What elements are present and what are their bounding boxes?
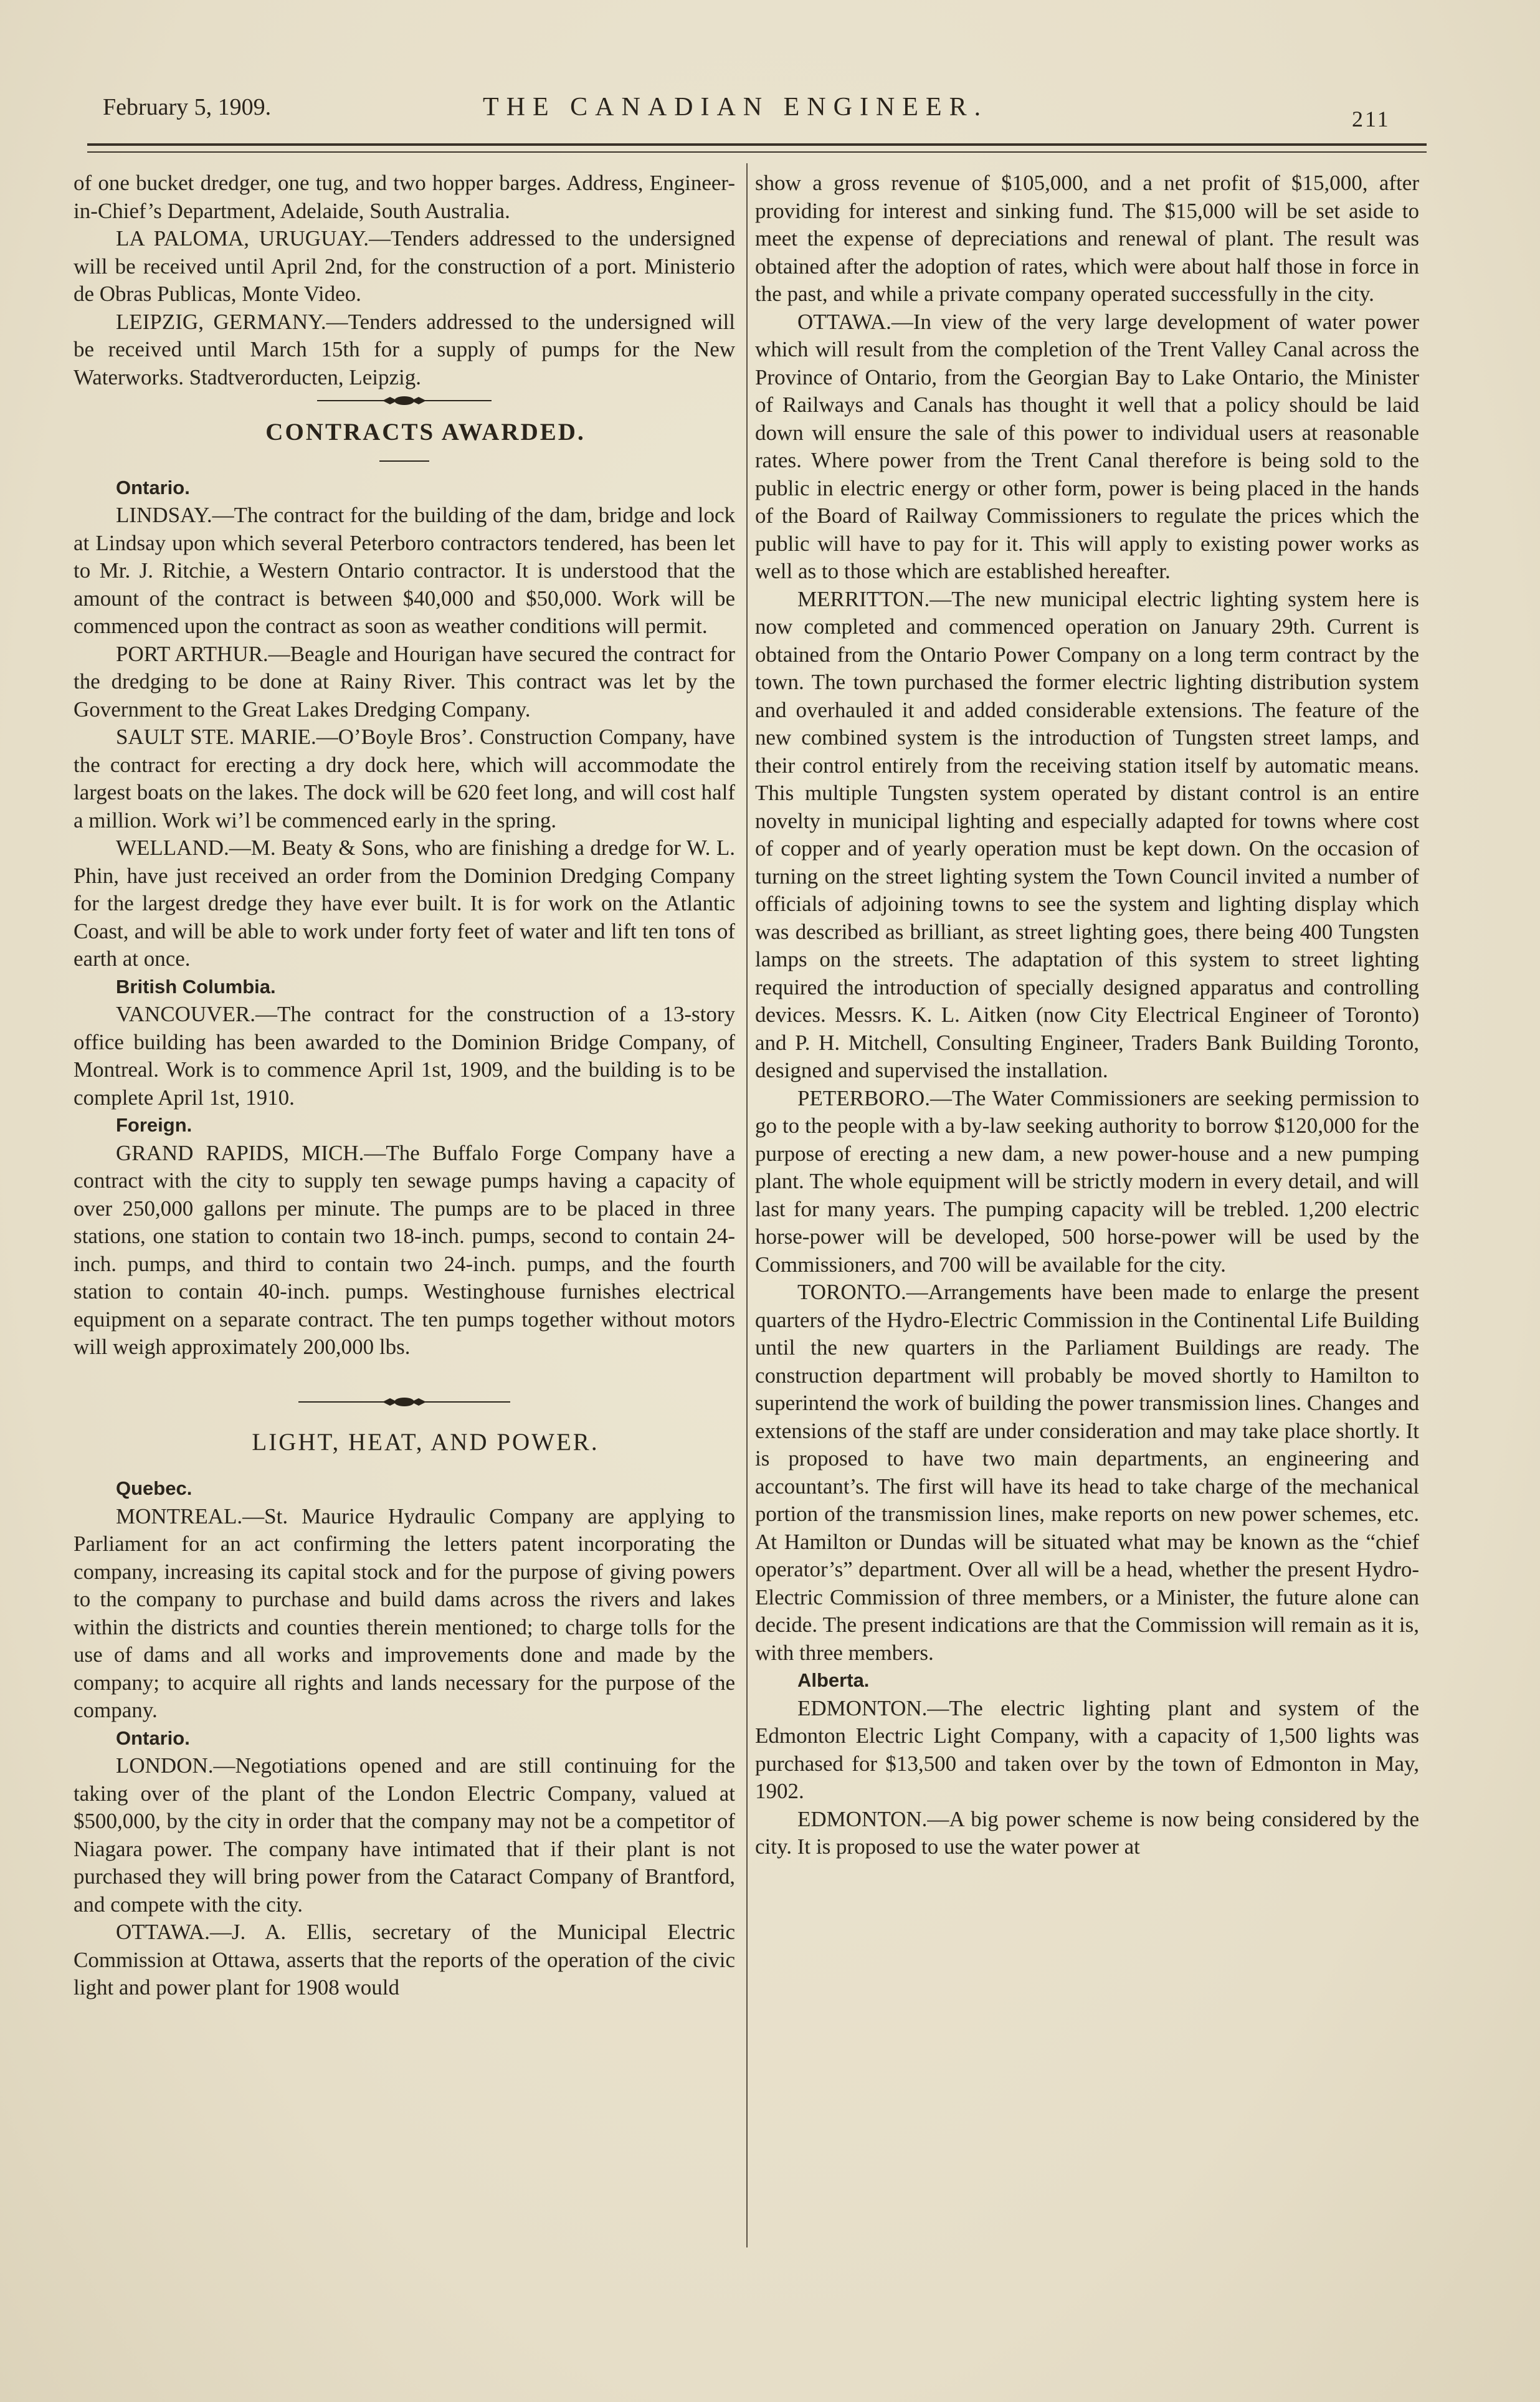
article-ottawa-2: OTTAWA.—In view of the very large development of water power which will result from the completion of the Trent Valley Canal across the Province of Ontario, from the Georgian Bay to Lake Ontario, the Minister of Railways and Canals has thought it well that a policy should be laid down will ensure the sale of this power to individual users at reasonable rates. Where power from the Trent Canal therefore is being sold to the public in electric energy or other form, power is being placed in the hands of the Board of Railway Commissioners to regulate the prices which the public will have to pay for it. This will apply to existing power works as well as to those which are established hereafter. [755, 309, 1419, 583]
article-la-paloma: LA PALOMA, URUGUAY.—Tenders addressed to the undersigned will be received until April 2nd, for the construction of a port. Ministerio de Obras Publicas, Monte Video. [74, 226, 735, 306]
article-leipzig: LEIPZIG, GERMANY.—Tenders addressed to the undersigned will be received until March 15th for a supply of pumps for the New Waterworks. Stadtverorducten, Leipzig. [74, 309, 735, 389]
article-merritton: MERRITTON.—The new municipal electric lighting system here is now completed and commenced operation on January 29th. Current is obtained from the Ontario Power Company on a long term contract by the town. The town purchased the former electric lighting distribution system and overhauled it and added considerable extensions. The feature of the new combined system is the introduction of Tungsten street lamps, and their control entirely from the receiving station itself by automatic means. This multiple Tungsten system operated by distant control is an entire novelty in municipal lighting and especially adapted for towns where cost of copper and of yearly operation must be kept down. On the occasion of turning on the street lighting system the Town Council invited a number of officials of adjoining towns to see the system and lighting display which was described as brilliant, as street lighting goes, there being 400 Tungsten lamps on the streets. The adaptation of this system to street lighting required the introduction of specially designed apparatus and controlling devices. Messrs. K. L. Aitken (now City Electrical Engineer of Toronto) and P. H. Mitchell, Consulting Engineer, Traders Bank Building Toronto, designed and supervised the installation. [755, 586, 1419, 1082]
article-ottawa-1: OTTAWA.—J. A. Ellis, secretary of the Municipal Electric Commission at Ottawa, asserts that the reports of the operation of the civic light and power plant for 1908 would [74, 1920, 735, 1999]
header-date: February 5, 1909. [103, 94, 272, 120]
province-heading-quebec: Quebec. [116, 1477, 192, 1499]
right-column [755, 169, 1419, 1861]
header-title: THE CANADIAN ENGINEER. [483, 93, 989, 122]
article-sault-ste-marie: SAULT STE. MARIE.—O’Boyle Bros’. Construction Company, have the contract for erecting a dry dock here, which will accommodate the largest boats on the lakes. The dock will be 620 feet long, and will cost half a million. Work wi’l be commenced early in the spring. [74, 725, 735, 832]
article-edmonton-2: EDMONTON.—A big power scheme is now being considered by the city. It is proposed to use the water power at [755, 1806, 1419, 1859]
province-heading-ontario: Ontario. [116, 476, 190, 498]
header-rule-thick [87, 143, 1427, 146]
header-rule-thin [87, 151, 1427, 153]
article-toronto: TORONTO.—Arrangements have been made to enlarge the present quarters of the Hydro-Electric Commission in the Continental Life Building until the new quarters in the Parliament Buildings are ready. The construction department will probably be moved shortly to Hamilton to superintend the work of building the power transmission lines. Changes and extensions of the staff are under consideration and may take place shortly. It is proposed to have two main departments, an engineering and accountant’s. The first will have its head to take charge of the mechanical portion of the transmission lines, make reports on new power schemes, etc. At Hamilton or Dundas will be situated what may be known as the “chief operator’s” department. Over all will be a head, whether the present Hydro-Electric Commission of three members, or a Minister, the future alone can decide. The present indications are that the Commission will remain as it is, with three members. [755, 1280, 1419, 1665]
article-vancouver: VANCOUVER.—The contract for the construction of a 13-story office building has been awarded to the Dominion Bridge Company, of Montreal. Work is to commence April 1st, 1909, and the building is to be complete April 1st, 1910. [74, 1002, 735, 1110]
section-heading-contracts: CONTRACTS AWARDED. [265, 419, 586, 446]
column-divider [746, 163, 748, 2247]
page-number: 211 [1352, 107, 1390, 131]
article-peterboro: PETERBORO.—The Water Commissioners are seeking permission to go to the people with a by-law seeking authority to borrow $120,000 for the purpose of erecting a new dam, a new power-house and a new pumping plant. The whole equipment will be strictly modern in every detail, and will last for many years. The pumping capacity will be trebled. 1,200 electric horse-power will be developed, 500 horse-power will be used by the Commissioners, and 700 will be available for the city. [755, 1085, 1419, 1277]
article-montreal: MONTREAL.—St. Maurice Hydraulic Company are applying to Parliament for an act confirming the letters patent incorporating the company, increasing its capital stock and for the purpose of giving powers to the company to purchase and build dams across the rivers and lakes within the districts and counties therein mentioned; to charge tolls for the use of dams and all works and improvements done and made by the company; to acquire all rights and lands necessary for the purpose of the company. [74, 1504, 735, 1722]
heading-underline [379, 460, 429, 462]
ornament-divider-2 [292, 1393, 516, 1411]
article-lindsay: LINDSAY.—The contract for the building of the dam, bridge and lock at Lindsay upon which several Peterboro contractors tendered, has been let to Mr. J. Ritchie, a Western Ontario contractor. It is understood that the amount of the contract is between $40,000 and $50,000. Work will be commenced upon the contract as soon as weather conditions will permit. [74, 503, 735, 638]
left-column [74, 169, 735, 2002]
section-heading-light-heat-power: LIGHT, HEAT, AND POWER. [252, 1428, 599, 1456]
article-london: LONDON.—Negotiations opened and are still continuing for the taking over of the plant of the London Electric Company, valued at $500,000, by the city in order that the company may not be a competitor of Niagara power. The company have intimated that if their plant is not purchased they will bring power from the Cataract Company of Brantford, and compete with the city. [74, 1753, 735, 1917]
article-edmonton-1: EDMONTON.—The electric lighting plant and system of the Edmonton Electric Light Company, with a capacity of 1,500 lights was purchased for $13,500 and taken over by the town of Edmonton in May, 1902. [755, 1695, 1419, 1803]
ornament-divider [311, 391, 498, 410]
article-welland: WELLAND.—M. Beaty & Sons, who are finishing a dredge for W. L. Phin, have just received an order from the Dominion Dredging Company for the largest dredge they have ever built. It is for work on the Atlantic Coast, and will be able to work under forty feet of water and lift ten tons of earth at once. [74, 836, 735, 971]
article-port-arthur: PORT ARTHUR.—Beagle and Hourigan have secured the contract for the dredging to be done at Rainy River. This contract was let by the Government to the Great Lakes Dredging Company. [74, 641, 735, 722]
province-heading-ontario-2: Ontario. [116, 1727, 190, 1749]
article-ottawa-1-continued: show a gross revenue of $105,000, and a net profit of $15,000, after providing for interest and sinking fund. The $15,000 will be set aside to meet the expense of depreciations and renewal of plant. The result was obtained after the adoption of rates, which were about half those in force in the past, and while a private company operated successfully in the city. [755, 171, 1419, 306]
province-heading-british-columbia: British Columbia. [116, 975, 276, 998]
article-tender-adelaide: of one bucket dredger, one tug, and two hopper barges. Address, Engineer-in-Chief’s Department, Adelaide, South Australia. [74, 171, 735, 223]
article-grand-rapids: GRAND RAPIDS, MICH.—The Buffalo Forge Company have a contract with the city to supply ten sewage pumps having a capacity of over 250,000 gallons per minute. The pumps are to be placed in three stations, one station to contain two 18-inch. pumps, second to contain 24-inch. pumps, and third to contain two 24-inch. pumps, and the fourth station to contain 40-inch. pumps. Westinghouse furnishes electrical equipment on a separate contract. The ten pumps together without motors will weigh approximately 200,000 lbs. [74, 1140, 735, 1359]
province-heading-alberta: Alberta. [797, 1669, 870, 1691]
province-heading-foreign: Foreign. [116, 1114, 192, 1136]
